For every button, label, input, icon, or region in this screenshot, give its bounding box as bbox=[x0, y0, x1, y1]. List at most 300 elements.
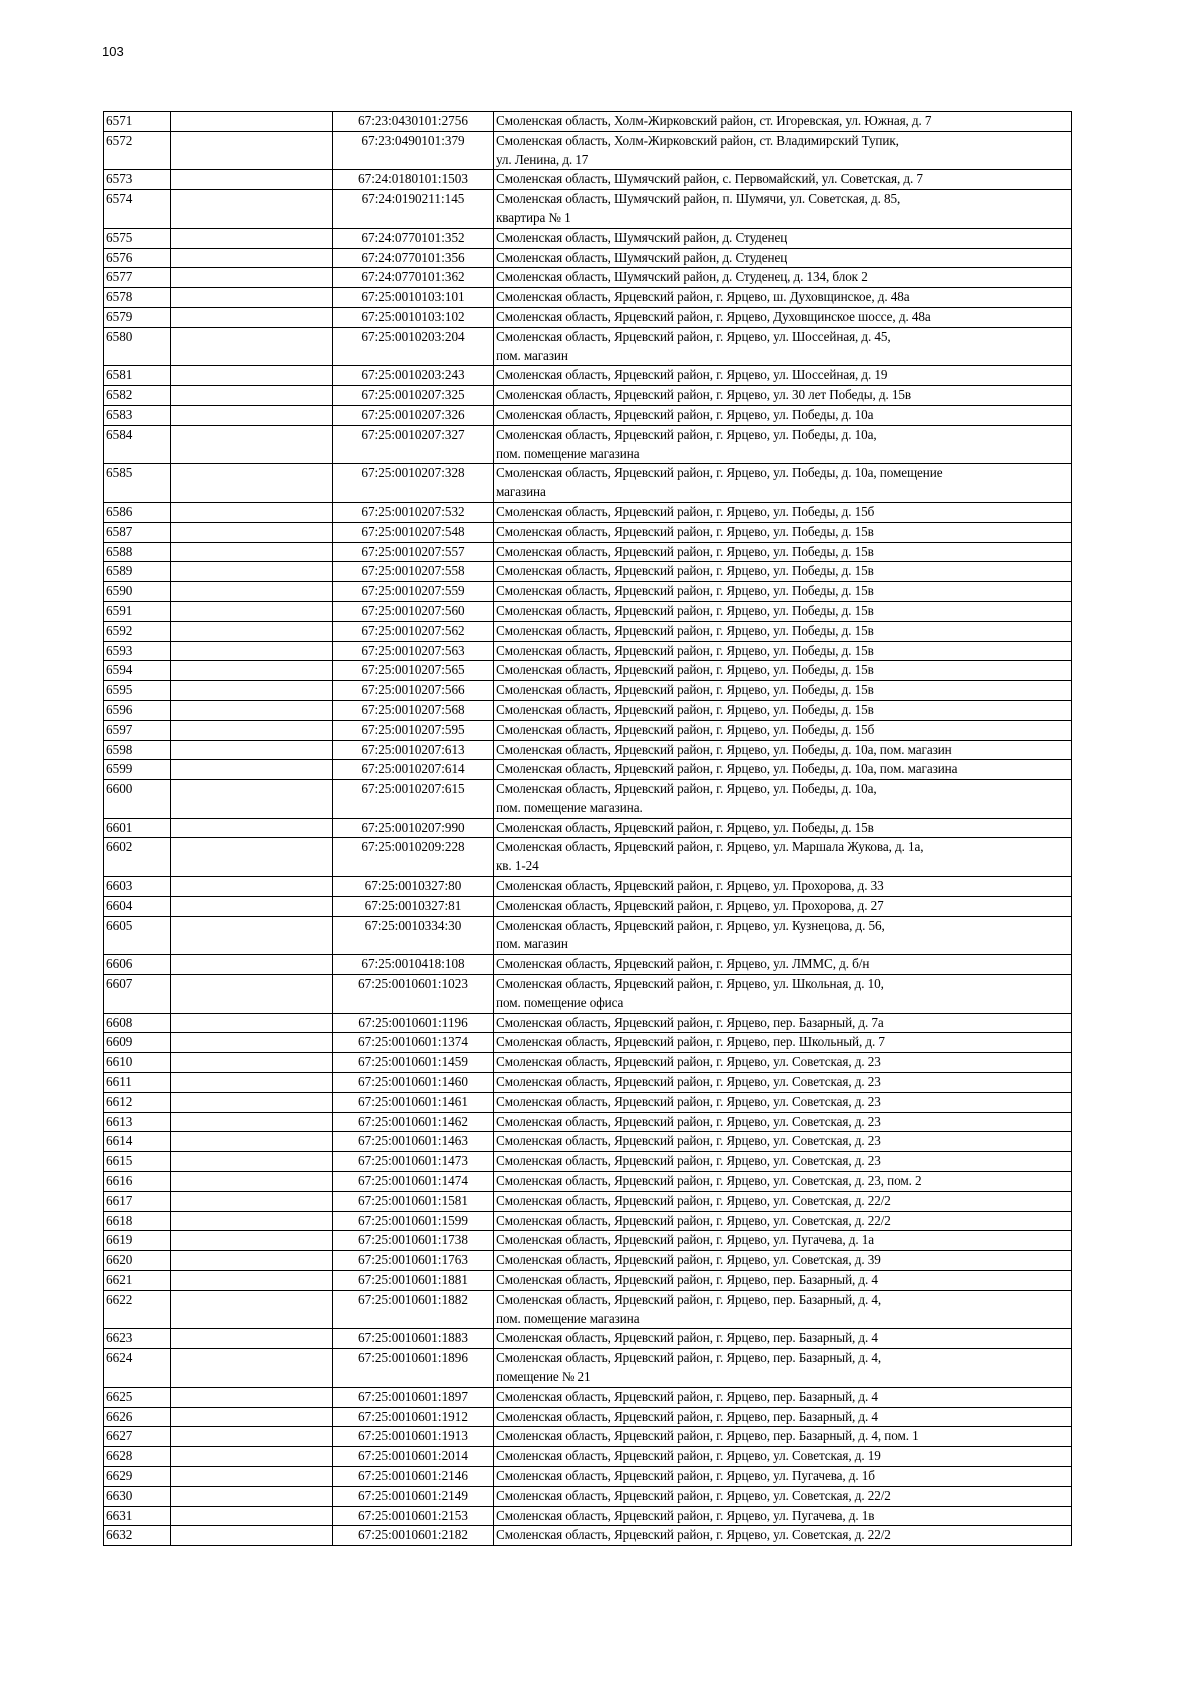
cadastral-number-cell: 67:25:0010601:1738 bbox=[333, 1231, 494, 1251]
address-cell: Смоленская область, Ярцевский район, г. Ярцево, Духовщинское шоссе, д. 48а bbox=[494, 307, 1072, 327]
table-row bbox=[104, 1466, 1072, 1486]
address-cell: Смоленская область, Ярцевский район, г. Ярцево, ул. Маршала Жукова, д. 1а, кв. 1-24 bbox=[494, 838, 1072, 877]
address-cell: Смоленская область, Ярцевский район, г. Ярцево, ул. Победы, д. 15в bbox=[494, 641, 1072, 661]
row-number-cell: 6573 bbox=[104, 170, 171, 190]
row-number-cell: 6591 bbox=[104, 601, 171, 621]
cadastral-number-cell: 67:25:0010207:568 bbox=[333, 700, 494, 720]
cadastral-number-cell: 67:25:0010207:613 bbox=[333, 740, 494, 760]
address-cell: Смоленская область, Ярцевский район, г. Ярцево, ул. Победы, д. 10а, пом. помещение магазина bbox=[494, 425, 1072, 464]
table-row bbox=[104, 601, 1072, 621]
table-row bbox=[104, 522, 1072, 542]
table-row bbox=[104, 1271, 1072, 1291]
table-row bbox=[104, 582, 1072, 602]
row-number-cell: 6576 bbox=[104, 248, 171, 268]
empty-cell bbox=[171, 916, 333, 955]
table-row bbox=[104, 1073, 1072, 1093]
table-row bbox=[104, 248, 1072, 268]
row-number-cell: 6599 bbox=[104, 760, 171, 780]
cadastral-number-cell: 67:25:0010207:560 bbox=[333, 601, 494, 621]
cadastral-number-cell: 67:25:0010601:1196 bbox=[333, 1013, 494, 1033]
cadastral-number-cell: 67:25:0010601:1581 bbox=[333, 1191, 494, 1211]
address-cell: Смоленская область, Ярцевский район, г. Ярцево, ул. Победы, д. 15в bbox=[494, 542, 1072, 562]
cadastral-number-cell: 67:25:0010601:1463 bbox=[333, 1132, 494, 1152]
address-cell: Смоленская область, Ярцевский район, г. Ярцево, ул. Пугачева, д. 1б bbox=[494, 1466, 1072, 1486]
empty-cell bbox=[171, 1427, 333, 1447]
cadastral-number-cell: 67:23:0430101:2756 bbox=[333, 112, 494, 132]
row-number-cell: 6603 bbox=[104, 877, 171, 897]
address-cell: Смоленская область, Ярцевский район, г. Ярцево, пер. Базарный, д. 4, пом. помещение магазина bbox=[494, 1290, 1072, 1329]
table-row bbox=[104, 170, 1072, 190]
address-cell: Смоленская область, Ярцевский район, г. Ярцево, ул. Победы, д. 15в bbox=[494, 601, 1072, 621]
address-cell: Смоленская область, Ярцевский район, г. Ярцево, ул. Прохорова, д. 33 bbox=[494, 877, 1072, 897]
address-cell: Смоленская область, Холм-Жирковский район, ст. Игоревская, ул. Южная, д. 7 bbox=[494, 112, 1072, 132]
empty-cell bbox=[171, 1152, 333, 1172]
empty-cell bbox=[171, 170, 333, 190]
row-number-cell: 6616 bbox=[104, 1172, 171, 1192]
row-number-cell: 6626 bbox=[104, 1407, 171, 1427]
empty-cell bbox=[171, 582, 333, 602]
address-cell: Смоленская область, Ярцевский район, г. Ярцево, пер. Школьный, д. 7 bbox=[494, 1033, 1072, 1053]
table-row bbox=[104, 405, 1072, 425]
empty-cell bbox=[171, 1033, 333, 1053]
table-row bbox=[104, 1349, 1072, 1388]
row-number-cell: 6607 bbox=[104, 975, 171, 1014]
empty-cell bbox=[171, 1251, 333, 1271]
row-number-cell: 6621 bbox=[104, 1271, 171, 1291]
address-cell: Смоленская область, Ярцевский район, г. Ярцево, ул. Шоссейная, д. 19 bbox=[494, 366, 1072, 386]
cadastral-number-cell: 67:25:0010601:1462 bbox=[333, 1112, 494, 1132]
address-cell: Смоленская область, Ярцевский район, г. Ярцево, ул. Победы, д. 10а, пом. магазин bbox=[494, 740, 1072, 760]
cadastral-number-cell: 67:25:0010334:30 bbox=[333, 916, 494, 955]
row-number-cell: 6575 bbox=[104, 228, 171, 248]
address-cell: Смоленская область, Ярцевский район, г. Ярцево, ул. Победы, д. 15в bbox=[494, 700, 1072, 720]
row-number-cell: 6606 bbox=[104, 955, 171, 975]
empty-cell bbox=[171, 131, 333, 170]
address-cell: Смоленская область, Ярцевский район, г. Ярцево, ул. Советская, д. 22/2 bbox=[494, 1191, 1072, 1211]
address-cell: Смоленская область, Ярцевский район, г. Ярцево, ул. Победы, д. 15б bbox=[494, 720, 1072, 740]
address-cell: Смоленская область, Ярцевский район, г. Ярцево, ул. Советская, д. 23 bbox=[494, 1053, 1072, 1073]
cadastral-number-cell: 67:25:0010601:1460 bbox=[333, 1073, 494, 1093]
table-row bbox=[104, 1053, 1072, 1073]
cadastral-number-cell: 67:24:0770101:356 bbox=[333, 248, 494, 268]
empty-cell bbox=[171, 1271, 333, 1291]
empty-cell bbox=[171, 190, 333, 229]
address-cell: Смоленская область, Ярцевский район, г. Ярцево, пер. Базарный, д. 4 bbox=[494, 1407, 1072, 1427]
address-cell: Смоленская область, Ярцевский район, г. Ярцево, ул. Советская, д. 23, пом. 2 bbox=[494, 1172, 1072, 1192]
page-number: 103 bbox=[102, 44, 124, 59]
address-cell: Смоленская область, Ярцевский район, г. Ярцево, ул. Школьная, д. 10, пом. помещение офиса bbox=[494, 975, 1072, 1014]
row-number-cell: 6571 bbox=[104, 112, 171, 132]
table-row bbox=[104, 307, 1072, 327]
table-row bbox=[104, 740, 1072, 760]
row-number-cell: 6601 bbox=[104, 818, 171, 838]
table-row bbox=[104, 1132, 1072, 1152]
row-number-cell: 6581 bbox=[104, 366, 171, 386]
cadastral-number-cell: 67:25:0010207:615 bbox=[333, 780, 494, 819]
cadastral-number-cell: 67:25:0010207:558 bbox=[333, 562, 494, 582]
cadastral-number-cell: 67:24:0770101:352 bbox=[333, 228, 494, 248]
cadastral-number-cell: 67:25:0010601:1912 bbox=[333, 1407, 494, 1427]
table-row bbox=[104, 681, 1072, 701]
table-row bbox=[104, 562, 1072, 582]
empty-cell bbox=[171, 661, 333, 681]
empty-cell bbox=[171, 1013, 333, 1033]
table-row bbox=[104, 1506, 1072, 1526]
row-number-cell: 6619 bbox=[104, 1231, 171, 1251]
empty-cell bbox=[171, 1290, 333, 1329]
cadastral-number-cell: 67:25:0010207:548 bbox=[333, 522, 494, 542]
table-row bbox=[104, 780, 1072, 819]
table-row bbox=[104, 131, 1072, 170]
table-row bbox=[104, 818, 1072, 838]
row-number-cell: 6602 bbox=[104, 838, 171, 877]
table-row bbox=[104, 1407, 1072, 1427]
row-number-cell: 6614 bbox=[104, 1132, 171, 1152]
table-row bbox=[104, 1329, 1072, 1349]
row-number-cell: 6615 bbox=[104, 1152, 171, 1172]
table-row bbox=[104, 386, 1072, 406]
address-cell: Смоленская область, Холм-Жирковский район, ст. Владимирский Тупик, ул. Ленина, д. 17 bbox=[494, 131, 1072, 170]
cadastral-number-cell: 67:25:0010103:102 bbox=[333, 307, 494, 327]
address-cell: Смоленская область, Ярцевский район, г. Ярцево, ул. Пугачева, д. 1а bbox=[494, 1231, 1072, 1251]
address-cell: Смоленская область, Ярцевский район, г. Ярцево, ул. Победы, д. 10а, помещение магазина bbox=[494, 464, 1072, 503]
empty-cell bbox=[171, 502, 333, 522]
table-row bbox=[104, 975, 1072, 1014]
address-cell: Смоленская область, Ярцевский район, г. Ярцево, ул. Советская, д. 39 bbox=[494, 1251, 1072, 1271]
address-cell: Смоленская область, Ярцевский район, г. Ярцево, ул. Победы, д. 15в bbox=[494, 621, 1072, 641]
address-cell: Смоленская область, Ярцевский район, г. Ярцево, ул. Победы, д. 15в bbox=[494, 818, 1072, 838]
cadastral-number-cell: 67:25:0010601:1913 bbox=[333, 1427, 494, 1447]
cadastral-number-cell: 67:25:0010601:1763 bbox=[333, 1251, 494, 1271]
cadastral-number-cell: 67:25:0010601:1896 bbox=[333, 1349, 494, 1388]
empty-cell bbox=[171, 1191, 333, 1211]
table-row bbox=[104, 228, 1072, 248]
table-row bbox=[104, 288, 1072, 308]
row-number-cell: 6604 bbox=[104, 896, 171, 916]
cadastral-number-cell: 67:25:0010601:1461 bbox=[333, 1092, 494, 1112]
address-cell: Смоленская область, Ярцевский район, г. Ярцево, ул. Советская, д. 23 bbox=[494, 1152, 1072, 1172]
empty-cell bbox=[171, 1407, 333, 1427]
empty-cell bbox=[171, 1211, 333, 1231]
empty-cell bbox=[171, 307, 333, 327]
cadastral-number-cell: 67:25:0010601:2146 bbox=[333, 1466, 494, 1486]
cadastral-number-cell: 67:25:0010601:1881 bbox=[333, 1271, 494, 1291]
address-cell: Смоленская область, Ярцевский район, г. Ярцево, пер. Базарный, д. 4, пом. 1 bbox=[494, 1427, 1072, 1447]
address-cell: Смоленская область, Ярцевский район, г. Ярцево, ул. Победы, д. 10а, пом. помещение магазина. bbox=[494, 780, 1072, 819]
empty-cell bbox=[171, 228, 333, 248]
empty-cell bbox=[171, 562, 333, 582]
table-row bbox=[104, 1152, 1072, 1172]
cadastral-number-cell: 67:25:0010207:328 bbox=[333, 464, 494, 503]
cadastral-number-cell: 67:24:0190211:145 bbox=[333, 190, 494, 229]
cadastral-number-cell: 67:25:0010207:990 bbox=[333, 818, 494, 838]
address-cell: Смоленская область, Шумячский район, д. Студенец, д. 134, блок 2 bbox=[494, 268, 1072, 288]
address-cell: Смоленская область, Ярцевский район, г. Ярцево, ул. Советская, д. 23 bbox=[494, 1112, 1072, 1132]
address-cell: Смоленская область, Ярцевский район, г. Ярцево, ул. Советская, д. 23 bbox=[494, 1132, 1072, 1152]
empty-cell bbox=[171, 1073, 333, 1093]
row-number-cell: 6584 bbox=[104, 425, 171, 464]
empty-cell bbox=[171, 1112, 333, 1132]
table-row bbox=[104, 425, 1072, 464]
table-row bbox=[104, 1191, 1072, 1211]
table-row bbox=[104, 1231, 1072, 1251]
address-cell: Смоленская область, Ярцевский район, г. Ярцево, ул. Советская, д. 23 bbox=[494, 1073, 1072, 1093]
address-cell: Смоленская область, Ярцевский район, г. Ярцево, пер. Базарный, д. 4 bbox=[494, 1271, 1072, 1291]
address-cell: Смоленская область, Ярцевский район, г. Ярцево, ул. Победы, д. 10а, пом. магазина bbox=[494, 760, 1072, 780]
address-cell: Смоленская область, Ярцевский район, г. Ярцево, пер. Базарный, д. 7а bbox=[494, 1013, 1072, 1033]
empty-cell bbox=[171, 1447, 333, 1467]
address-cell: Смоленская область, Шумячский район, п. Шумячи, ул. Советская, д. 85, квартира № 1 bbox=[494, 190, 1072, 229]
address-cell: Смоленская область, Шумячский район, д. Студенец bbox=[494, 248, 1072, 268]
empty-cell bbox=[171, 542, 333, 562]
cadastral-number-cell: 67:25:0010601:2014 bbox=[333, 1447, 494, 1467]
row-number-cell: 6611 bbox=[104, 1073, 171, 1093]
empty-cell bbox=[171, 975, 333, 1014]
address-cell: Смоленская область, Ярцевский район, г. Ярцево, ш. Духовщинское, д. 48а bbox=[494, 288, 1072, 308]
address-cell: Смоленская область, Шумячский район, д. Студенец bbox=[494, 228, 1072, 248]
cadastral-number-cell: 67:25:0010601:1897 bbox=[333, 1387, 494, 1407]
row-number-cell: 6578 bbox=[104, 288, 171, 308]
row-number-cell: 6629 bbox=[104, 1466, 171, 1486]
empty-cell bbox=[171, 1132, 333, 1152]
empty-cell bbox=[171, 641, 333, 661]
empty-cell bbox=[171, 1329, 333, 1349]
row-number-cell: 6613 bbox=[104, 1112, 171, 1132]
table-row bbox=[104, 1526, 1072, 1546]
table-row bbox=[104, 955, 1072, 975]
address-cell: Смоленская область, Ярцевский район, г. Ярцево, ул. Победы, д. 15в bbox=[494, 522, 1072, 542]
empty-cell bbox=[171, 621, 333, 641]
address-cell: Смоленская область, Ярцевский район, г. Ярцево, ул. Кузнецова, д. 56, пом. магазин bbox=[494, 916, 1072, 955]
cadastral-number-cell: 67:25:0010601:2182 bbox=[333, 1526, 494, 1546]
address-cell: Смоленская область, Ярцевский район, г. Ярцево, пер. Базарный, д. 4 bbox=[494, 1329, 1072, 1349]
empty-cell bbox=[171, 1349, 333, 1388]
table-row bbox=[104, 502, 1072, 522]
row-number-cell: 6609 bbox=[104, 1033, 171, 1053]
table-row bbox=[104, 877, 1072, 897]
empty-cell bbox=[171, 268, 333, 288]
empty-cell bbox=[171, 248, 333, 268]
row-number-cell: 6572 bbox=[104, 131, 171, 170]
row-number-cell: 6585 bbox=[104, 464, 171, 503]
row-number-cell: 6583 bbox=[104, 405, 171, 425]
row-number-cell: 6625 bbox=[104, 1387, 171, 1407]
table-row bbox=[104, 1013, 1072, 1033]
cadastral-number-cell: 67:25:0010207:566 bbox=[333, 681, 494, 701]
cadastral-number-cell: 67:25:0010209:228 bbox=[333, 838, 494, 877]
row-number-cell: 6588 bbox=[104, 542, 171, 562]
row-number-cell: 6628 bbox=[104, 1447, 171, 1467]
table-row bbox=[104, 896, 1072, 916]
empty-cell bbox=[171, 386, 333, 406]
address-cell: Смоленская область, Ярцевский район, г. Ярцево, ул. 30 лет Победы, д. 15в bbox=[494, 386, 1072, 406]
cadastral-number-cell: 67:24:0770101:362 bbox=[333, 268, 494, 288]
cadastral-number-cell: 67:25:0010601:1474 bbox=[333, 1172, 494, 1192]
address-cell: Смоленская область, Ярцевский район, г. Ярцево, ул. ЛММС, д. б/н bbox=[494, 955, 1072, 975]
row-number-cell: 6624 bbox=[104, 1349, 171, 1388]
cadastral-number-cell: 67:24:0180101:1503 bbox=[333, 170, 494, 190]
registry-table bbox=[103, 111, 1072, 1546]
row-number-cell: 6594 bbox=[104, 661, 171, 681]
cadastral-number-cell: 67:25:0010601:1459 bbox=[333, 1053, 494, 1073]
table-row bbox=[104, 366, 1072, 386]
row-number-cell: 6618 bbox=[104, 1211, 171, 1231]
row-number-cell: 6582 bbox=[104, 386, 171, 406]
table-row bbox=[104, 1112, 1072, 1132]
empty-cell bbox=[171, 1172, 333, 1192]
empty-cell bbox=[171, 1526, 333, 1546]
row-number-cell: 6579 bbox=[104, 307, 171, 327]
empty-cell bbox=[171, 464, 333, 503]
row-number-cell: 6600 bbox=[104, 780, 171, 819]
cadastral-number-cell: 67:25:0010601:1023 bbox=[333, 975, 494, 1014]
row-number-cell: 6612 bbox=[104, 1092, 171, 1112]
cadastral-number-cell: 67:23:0490101:379 bbox=[333, 131, 494, 170]
row-number-cell: 6587 bbox=[104, 522, 171, 542]
table-row bbox=[104, 661, 1072, 681]
table-row bbox=[104, 190, 1072, 229]
table-row bbox=[104, 621, 1072, 641]
table-row bbox=[104, 1387, 1072, 1407]
row-number-cell: 6592 bbox=[104, 621, 171, 641]
row-number-cell: 6596 bbox=[104, 700, 171, 720]
empty-cell bbox=[171, 740, 333, 760]
cadastral-number-cell: 67:25:0010327:80 bbox=[333, 877, 494, 897]
table-row bbox=[104, 1447, 1072, 1467]
empty-cell bbox=[171, 1486, 333, 1506]
empty-cell bbox=[171, 366, 333, 386]
empty-cell bbox=[171, 955, 333, 975]
row-number-cell: 6623 bbox=[104, 1329, 171, 1349]
empty-cell bbox=[171, 405, 333, 425]
row-number-cell: 6620 bbox=[104, 1251, 171, 1271]
empty-cell bbox=[171, 1387, 333, 1407]
address-cell: Смоленская область, Ярцевский район, г. Ярцево, ул. Победы, д. 10а bbox=[494, 405, 1072, 425]
table-row bbox=[104, 1172, 1072, 1192]
table-row bbox=[104, 1211, 1072, 1231]
empty-cell bbox=[171, 780, 333, 819]
address-cell: Смоленская область, Ярцевский район, г. Ярцево, ул. Советская, д. 23 bbox=[494, 1092, 1072, 1112]
empty-cell bbox=[171, 522, 333, 542]
address-cell: Смоленская область, Шумячский район, с. Первомайский, ул. Советская, д. 7 bbox=[494, 170, 1072, 190]
table-row bbox=[104, 464, 1072, 503]
row-number-cell: 6622 bbox=[104, 1290, 171, 1329]
table-row bbox=[104, 641, 1072, 661]
cadastral-number-cell: 67:25:0010203:243 bbox=[333, 366, 494, 386]
table-row bbox=[104, 1251, 1072, 1271]
address-cell: Смоленская область, Ярцевский район, г. Ярцево, ул. Победы, д. 15в bbox=[494, 562, 1072, 582]
address-cell: Смоленская область, Ярцевский район, г. Ярцево, пер. Базарный, д. 4 bbox=[494, 1387, 1072, 1407]
table-row bbox=[104, 542, 1072, 562]
empty-cell bbox=[171, 1506, 333, 1526]
cadastral-number-cell: 67:25:0010601:2153 bbox=[333, 1506, 494, 1526]
empty-cell bbox=[171, 681, 333, 701]
address-cell: Смоленская область, Ярцевский район, г. Ярцево, ул. Победы, д. 15б bbox=[494, 502, 1072, 522]
row-number-cell: 6610 bbox=[104, 1053, 171, 1073]
address-cell: Смоленская область, Ярцевский район, г. Ярцево, ул. Пугачева, д. 1в bbox=[494, 1506, 1072, 1526]
cadastral-number-cell: 67:25:0010207:614 bbox=[333, 760, 494, 780]
empty-cell bbox=[171, 877, 333, 897]
table-row bbox=[104, 838, 1072, 877]
address-cell: Смоленская область, Ярцевский район, г. Ярцево, ул. Прохорова, д. 27 bbox=[494, 896, 1072, 916]
cadastral-number-cell: 67:25:0010207:595 bbox=[333, 720, 494, 740]
empty-cell bbox=[171, 327, 333, 366]
cadastral-number-cell: 67:25:0010207:563 bbox=[333, 641, 494, 661]
row-number-cell: 6631 bbox=[104, 1506, 171, 1526]
cadastral-number-cell: 67:25:0010207:326 bbox=[333, 405, 494, 425]
address-cell: Смоленская область, Ярцевский район, г. Ярцево, ул. Победы, д. 15в bbox=[494, 661, 1072, 681]
cadastral-number-cell: 67:25:0010601:1883 bbox=[333, 1329, 494, 1349]
address-cell: Смоленская область, Ярцевский район, г. Ярцево, ул. Советская, д. 22/2 bbox=[494, 1211, 1072, 1231]
table-row bbox=[104, 916, 1072, 955]
address-cell: Смоленская область, Ярцевский район, г. Ярцево, ул. Советская, д. 19 bbox=[494, 1447, 1072, 1467]
address-cell: Смоленская область, Ярцевский район, г. Ярцево, ул. Шоссейная, д. 45, пом. магазин bbox=[494, 327, 1072, 366]
row-number-cell: 6590 bbox=[104, 582, 171, 602]
address-cell: Смоленская область, Ярцевский район, г. Ярцево, ул. Советская, д. 22/2 bbox=[494, 1526, 1072, 1546]
row-number-cell: 6595 bbox=[104, 681, 171, 701]
row-number-cell: 6577 bbox=[104, 268, 171, 288]
row-number-cell: 6605 bbox=[104, 916, 171, 955]
cadastral-number-cell: 67:25:0010601:1599 bbox=[333, 1211, 494, 1231]
table-row bbox=[104, 1290, 1072, 1329]
empty-cell bbox=[171, 896, 333, 916]
cadastral-number-cell: 67:25:0010207:557 bbox=[333, 542, 494, 562]
table-row bbox=[104, 1033, 1072, 1053]
address-cell: Смоленская область, Ярцевский район, г. Ярцево, ул. Победы, д. 15в bbox=[494, 681, 1072, 701]
cadastral-number-cell: 67:25:0010203:204 bbox=[333, 327, 494, 366]
row-number-cell: 6598 bbox=[104, 740, 171, 760]
cadastral-number-cell: 67:25:0010207:559 bbox=[333, 582, 494, 602]
row-number-cell: 6586 bbox=[104, 502, 171, 522]
empty-cell bbox=[171, 1231, 333, 1251]
empty-cell bbox=[171, 288, 333, 308]
cadastral-number-cell: 67:25:0010207:327 bbox=[333, 425, 494, 464]
row-number-cell: 6574 bbox=[104, 190, 171, 229]
cadastral-number-cell: 67:25:0010103:101 bbox=[333, 288, 494, 308]
table-row bbox=[104, 1486, 1072, 1506]
row-number-cell: 6630 bbox=[104, 1486, 171, 1506]
cadastral-number-cell: 67:25:0010207:532 bbox=[333, 502, 494, 522]
cadastral-number-cell: 67:25:0010327:81 bbox=[333, 896, 494, 916]
address-cell: Смоленская область, Ярцевский район, г. Ярцево, ул. Победы, д. 15в bbox=[494, 582, 1072, 602]
address-cell: Смоленская область, Ярцевский район, г. Ярцево, ул. Советская, д. 22/2 bbox=[494, 1486, 1072, 1506]
empty-cell bbox=[171, 818, 333, 838]
row-number-cell: 6597 bbox=[104, 720, 171, 740]
empty-cell bbox=[171, 601, 333, 621]
table-row bbox=[104, 112, 1072, 132]
row-number-cell: 6593 bbox=[104, 641, 171, 661]
empty-cell bbox=[171, 425, 333, 464]
empty-cell bbox=[171, 1466, 333, 1486]
row-number-cell: 6632 bbox=[104, 1526, 171, 1546]
cadastral-number-cell: 67:25:0010418:108 bbox=[333, 955, 494, 975]
registry-table-body bbox=[104, 112, 1072, 1546]
cadastral-number-cell: 67:25:0010207:325 bbox=[333, 386, 494, 406]
empty-cell bbox=[171, 700, 333, 720]
table-row bbox=[104, 327, 1072, 366]
table-row bbox=[104, 720, 1072, 740]
row-number-cell: 6617 bbox=[104, 1191, 171, 1211]
row-number-cell: 6627 bbox=[104, 1427, 171, 1447]
cadastral-number-cell: 67:25:0010601:1374 bbox=[333, 1033, 494, 1053]
empty-cell bbox=[171, 838, 333, 877]
cadastral-number-cell: 67:25:0010207:562 bbox=[333, 621, 494, 641]
empty-cell bbox=[171, 1053, 333, 1073]
empty-cell bbox=[171, 112, 333, 132]
table-row bbox=[104, 1427, 1072, 1447]
table-row bbox=[104, 760, 1072, 780]
cadastral-number-cell: 67:25:0010601:2149 bbox=[333, 1486, 494, 1506]
